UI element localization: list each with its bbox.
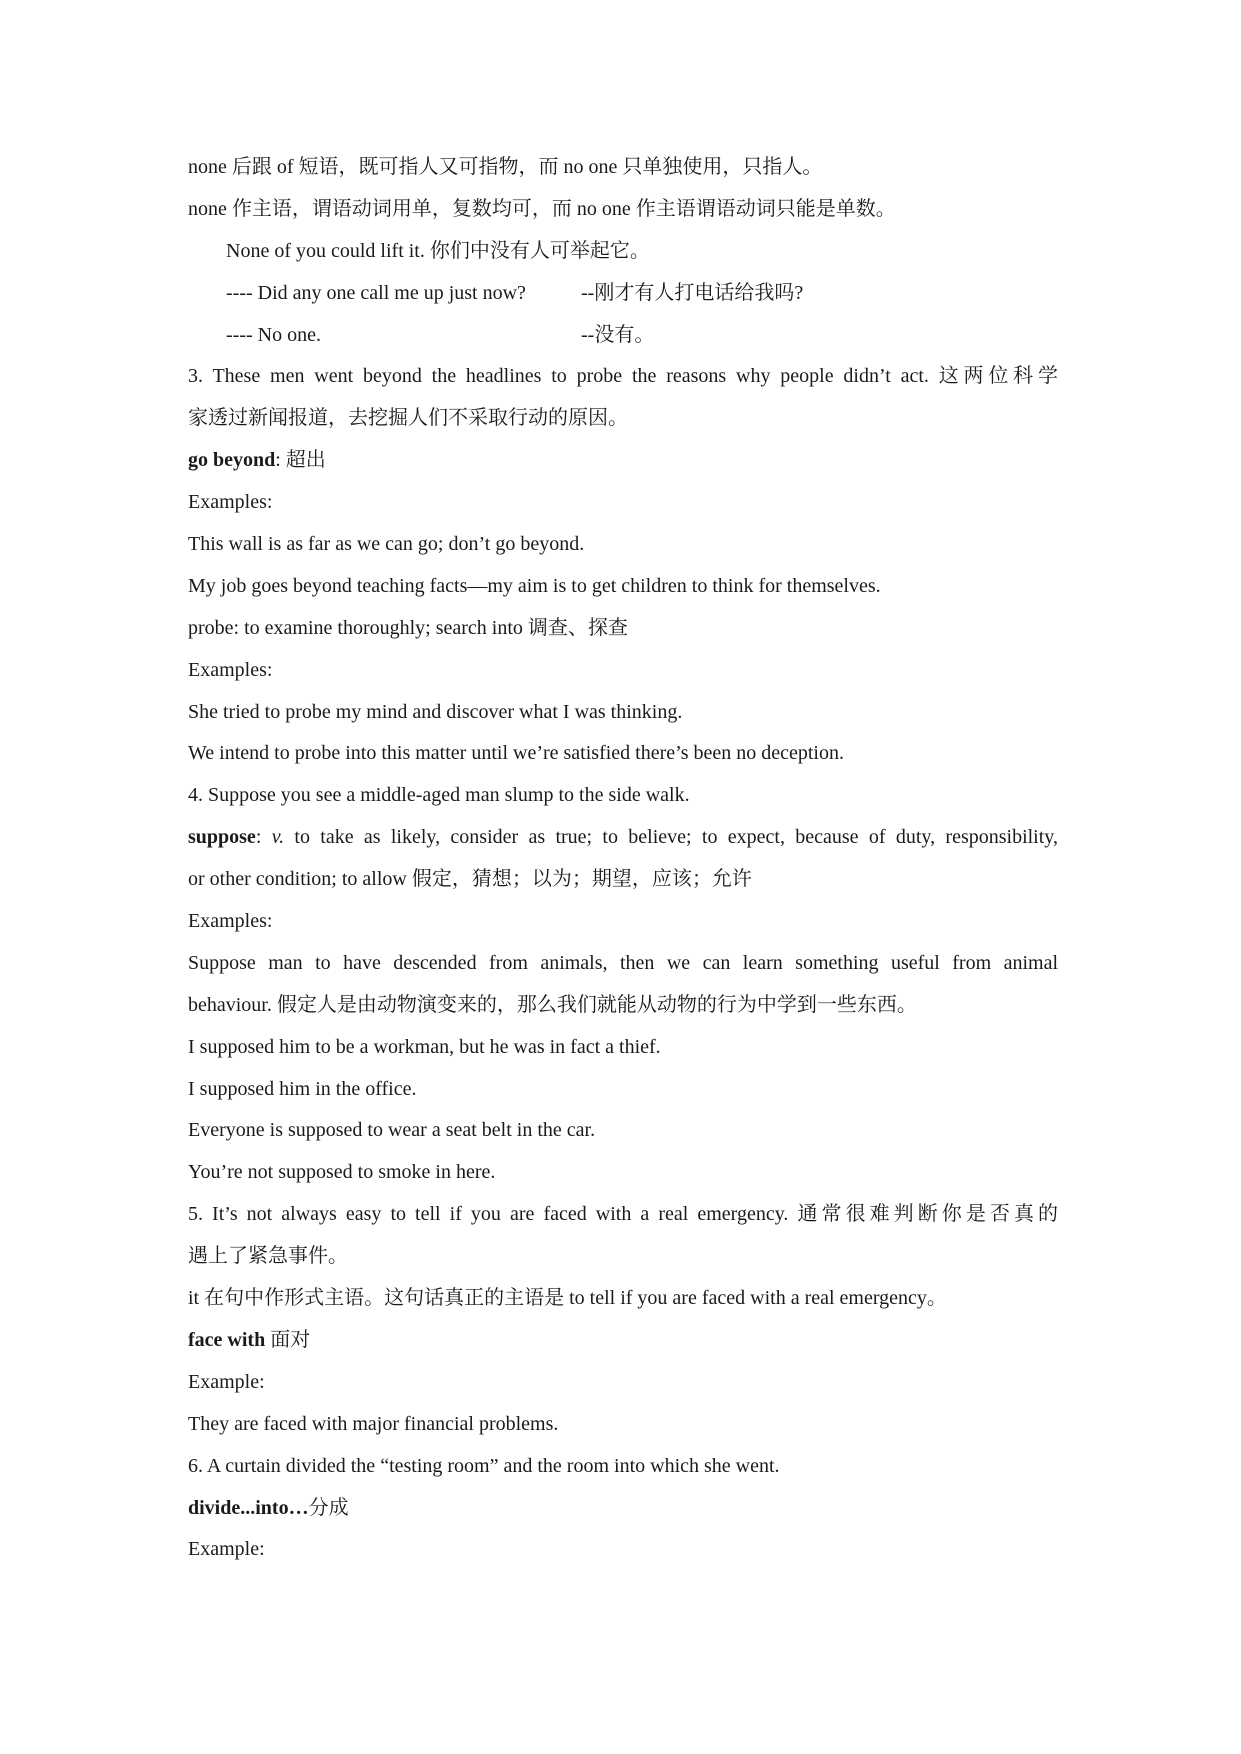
- example-line: They are faced with major financial problems.: [188, 1412, 559, 1435]
- dialog-question: ---- Did any one call me up just now?: [226, 281, 526, 304]
- sentence-translation: 家透过新闻报道，去挖掘人们不采取行动的原因。: [188, 407, 628, 430]
- dialog-translation: --没有。: [581, 323, 655, 346]
- examples-label: Examples:: [188, 910, 273, 933]
- example-line: behaviour. 假定人是由动物演变来的，那么我们就能从动物的行为中学到一些东西。: [188, 993, 917, 1016]
- text-line: none 后跟 of 短语，既可指人又可指物，而 no one 只单独使用，只指人。: [188, 156, 823, 178]
- sentence-heading: 6. A curtain divided the “testing room” and the room into which she went.: [188, 1454, 780, 1477]
- term-line: [188, 448, 1058, 490]
- term-definition: 分成: [308, 1496, 349, 1519]
- dialog-line: [188, 281, 1058, 323]
- example-line: Suppose man to have descended from animals, then we can learn something useful from animal: [188, 951, 1058, 974]
- document-page: [188, 155, 1058, 1579]
- term: face with: [188, 1328, 266, 1351]
- sentence-heading: 4. Suppose you see a middle-aged man slump to the side walk.: [188, 784, 690, 807]
- examples-label: Examples:: [188, 658, 273, 681]
- example-line: None of you could lift it. 你们中没有人可举起它。: [226, 239, 650, 262]
- example-line: I supposed him to be a workman, but he was in fact a thief.: [188, 1035, 661, 1058]
- term-definition: : 超出: [275, 449, 326, 472]
- sentence-translation: 遇上了紧急事件。: [188, 1245, 348, 1268]
- part-of-speech: v.: [271, 826, 285, 849]
- definition-line: probe: to examine thoroughly; search into 调查、探查: [188, 616, 628, 639]
- examples-label: Example:: [188, 1370, 265, 1393]
- term-line: suppose: v. to take as likely, consider as true; to believe; to expect, because of duty, responsibility,: [188, 826, 1058, 849]
- term-definition: to take as likely, consider as true; to believe; to expect, because of duty, responsibility,: [284, 826, 1058, 849]
- example-line: Everyone is supposed to wear a seat belt in the car.: [188, 1119, 596, 1142]
- note-line: it 在句中作形式主语。这句话真正的主语是 to tell if you are faced with a real emergency。: [188, 1287, 947, 1310]
- dialog-translation: --刚才有人打电话给我吗?: [581, 281, 804, 304]
- sentence-heading: 3. These men went beyond the headlines to probe the reasons why people didn’t act. 这两位科学: [188, 365, 1058, 388]
- term-line: [188, 1328, 1058, 1370]
- text-line: none 作主语，谓语动词用单，复数均可，而 no one 作主语谓语动词只能是单数。: [188, 197, 896, 220]
- term-line: [188, 1496, 1058, 1538]
- term: go beyond: [188, 449, 276, 472]
- dialog-line: [188, 323, 1058, 365]
- example-line: My job goes beyond teaching facts—my aim is to get children to think for themselves.: [188, 574, 881, 597]
- example-line: I supposed him in the office.: [188, 1077, 417, 1100]
- examples-label: Example:: [188, 1538, 265, 1561]
- definition-line: or other condition; to allow 假定，猜想；以为；期望，应该；允许: [188, 868, 752, 891]
- term: divide...into…: [188, 1496, 309, 1519]
- term: suppose: [188, 826, 256, 849]
- example-line: This wall is as far as we can go; don’t go beyond.: [188, 533, 585, 556]
- example-line: We intend to probe into this matter until we’re satisfied there’s been no deception.: [188, 742, 844, 765]
- sentence-heading: 5. It’s not always easy to tell if you are faced with a real emergency. 通常很难判断你是否真的: [188, 1203, 1058, 1226]
- example-line: You’re not supposed to smoke in here.: [188, 1161, 496, 1184]
- dialog-answer: ---- No one.: [226, 323, 321, 346]
- examples-label: Examples:: [188, 491, 273, 514]
- term-definition: 面对: [265, 1328, 311, 1351]
- example-line: She tried to probe my mind and discover what I was thinking.: [188, 700, 683, 723]
